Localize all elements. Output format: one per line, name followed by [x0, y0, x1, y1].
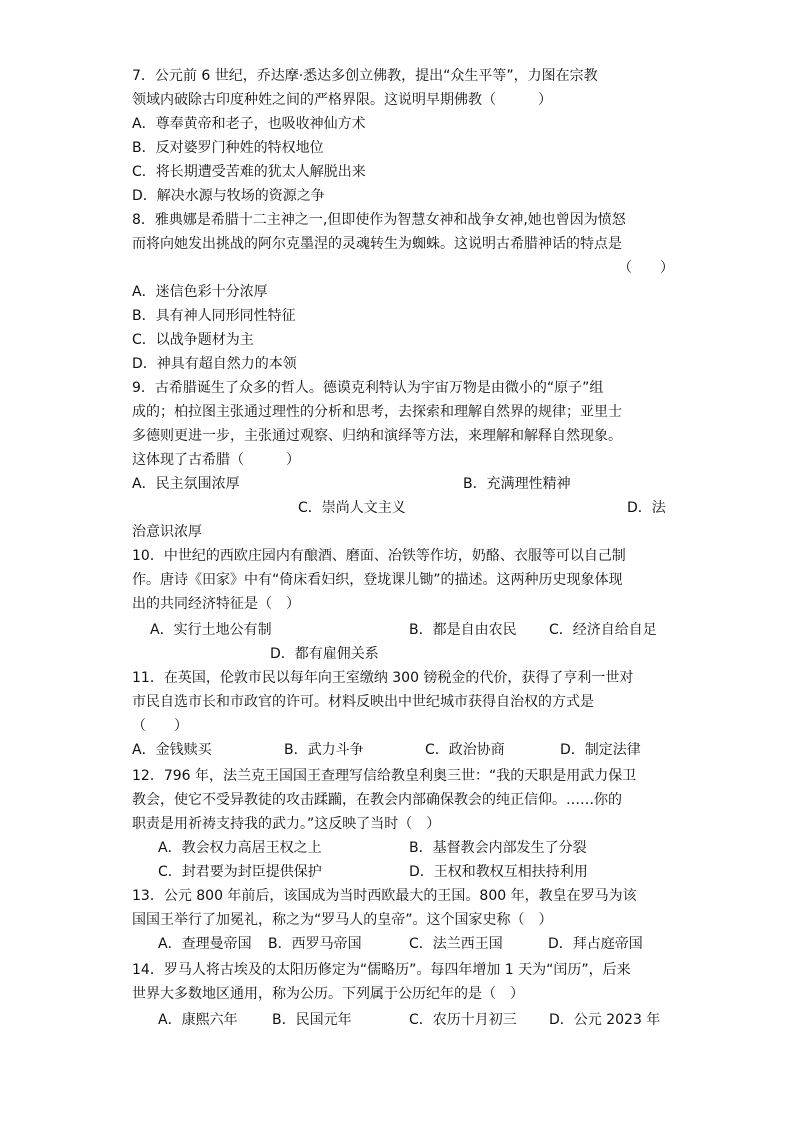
q10-stem-line3: 出的共同经济特征是（ ）	[132, 596, 300, 612]
q8-option-b: B．具有神人同形同性特征	[132, 308, 296, 324]
q11-option-c: C．政治协商	[425, 742, 505, 758]
q14-option-a: A．康熙六年	[158, 1012, 238, 1028]
q10-stem-line1: 10．中世纪的西欧庄园内有酿酒、磨面、冶铁等作坊，奶酪、衣服等可以自己制	[132, 548, 626, 564]
q12-stem-line1: 12．796 年，法兰克王国国王查理写信给教皇利奥三世：“我的天职是用武力保卫	[132, 768, 637, 784]
q10-option-c: C．经济自给自足	[549, 622, 657, 638]
q14-stem-line2: 世界大多数地区通用，称为公历。下列属于公历纪年的是（ ）	[132, 986, 524, 1002]
q9-option-c: C．崇尚人文主义	[298, 500, 406, 516]
q9-stem-line2: 成的；柏拉图主张通过理性的分析和思考，去探索和理解自然界的规律；亚里士	[132, 404, 622, 420]
q13-option-d: D．拜占庭帝国	[548, 936, 643, 952]
q13-option-b: B．西罗马帝国	[268, 936, 362, 952]
q7-stem-line1: 7．公元前 6 世纪，乔达摩·悉达多创立佛教，提出“众生平等”，力图在宗教	[132, 68, 598, 84]
q12-option-c: C．封君要为封臣提供保护	[158, 864, 322, 880]
q13-stem-line1: 13．公元 800 年前后，该国成为当时西欧最大的王国。800 年，教皇在罗马为该	[132, 888, 637, 904]
q9-option-a: A．民主氛围浓厚	[132, 476, 240, 492]
q8-stem-line1: 8．雅典娜是希腊十二主神之一,但即使作为智慧女神和战争女神,她也曾因为愤怒	[132, 212, 626, 228]
q14-option-b: B．民国元年	[272, 1012, 352, 1028]
q7-option-a: A．尊奉黄帝和老子，也吸收神仙方术	[132, 116, 366, 132]
q9-option-d: D．法	[627, 500, 666, 516]
q10-option-d: D．都有雇佣关系	[270, 646, 379, 662]
q11-option-a: A．金钱赎买	[132, 742, 212, 758]
q7-stem-line2: 领域内破除古印度种姓之间的严格界限。这说明早期佛教（ ）	[132, 92, 552, 108]
q13-option-c: C．法兰西王国	[409, 936, 503, 952]
q14-stem-line1: 14．罗马人将古埃及的太阳历修定为“儒略历”。每四年增加 1 天为“闰历”，后来	[132, 962, 631, 978]
q12-option-b: B．基督教会内部发生了分裂	[409, 840, 587, 856]
q12-stem-line3: 职责是用祈祷支持我的武力。”这反映了当时（ ）	[132, 816, 441, 832]
q11-stem-line2: 市民自选市长和市政官的许可。材料反映出中世纪城市获得自治权的方式是	[132, 694, 594, 710]
q11-option-d: D．制定法律	[560, 742, 641, 758]
q13-option-a: A．查理曼帝国	[158, 936, 252, 952]
q12-stem-line2: 教会，使它不受异教徒的攻击蹂躏，在教会内部确保教会的纯正信仰。……你的	[132, 792, 622, 808]
q9-stem-line4: 这体现了古希腊（ ）	[132, 452, 300, 468]
q7-option-b: B．反对婆罗门种姓的特权地位	[132, 140, 324, 156]
q12-option-a: A．教会权力高居王权之上	[158, 840, 322, 856]
q8-option-a: A．迷信色彩十分浓厚	[132, 284, 268, 300]
q13-stem-line2: 国国王举行了加冕礼，称之为“罗马人的皇帝”。这个国家史称（ ）	[132, 912, 553, 928]
q9-option-d-continued: 治意识浓厚	[132, 524, 202, 540]
q9-stem-line3: 多德则更进一步，主张通过观察、归纳和演绎等方法，来理解和解释自然现象。	[132, 428, 622, 444]
q12-option-d: D．王权和教权互相扶持利用	[409, 864, 588, 880]
q10-stem-line2: 作。唐诗《田家》中有“倚床看妇织，登垅课儿锄”的描述。这两种历史现象体现	[132, 572, 623, 588]
q7-option-d: D．解决水源与牧场的资源之争	[132, 188, 325, 204]
q8-answer-blank: （ ）	[618, 260, 674, 276]
q8-option-d: D．神具有超自然力的本领	[132, 356, 297, 372]
q14-option-c: C．农历十月初三	[409, 1012, 517, 1028]
q10-option-b: B．都是自由农民	[409, 622, 517, 638]
q11-option-b: B．武力斗争	[284, 742, 364, 758]
q10-option-a: A．实行土地公有制	[150, 622, 272, 638]
q8-stem-line2: 而将向她发出挑战的阿尔克墨涅的灵魂转生为蜘蛛。这说明古希腊神话的特点是	[132, 236, 622, 252]
q11-stem-line1: 11．在英国，伦敦市民以每年向王室缴纳 300 镑税金的代价，获得了亨利一世对	[132, 670, 634, 686]
q11-answer-blank: （ ）	[132, 718, 188, 734]
q8-option-c: C．以战争题材为主	[132, 332, 254, 348]
q9-stem-line1: 9．古希腊诞生了众多的哲人。德谟克利特认为宇宙万物是由微小的“原子”组	[132, 380, 604, 396]
q9-option-b: B．充满理性精神	[463, 476, 571, 492]
q7-option-c: C．将长期遭受苦难的犹太人解脱出来	[132, 164, 366, 180]
q14-option-d: D．公元 2023 年	[549, 1012, 661, 1028]
